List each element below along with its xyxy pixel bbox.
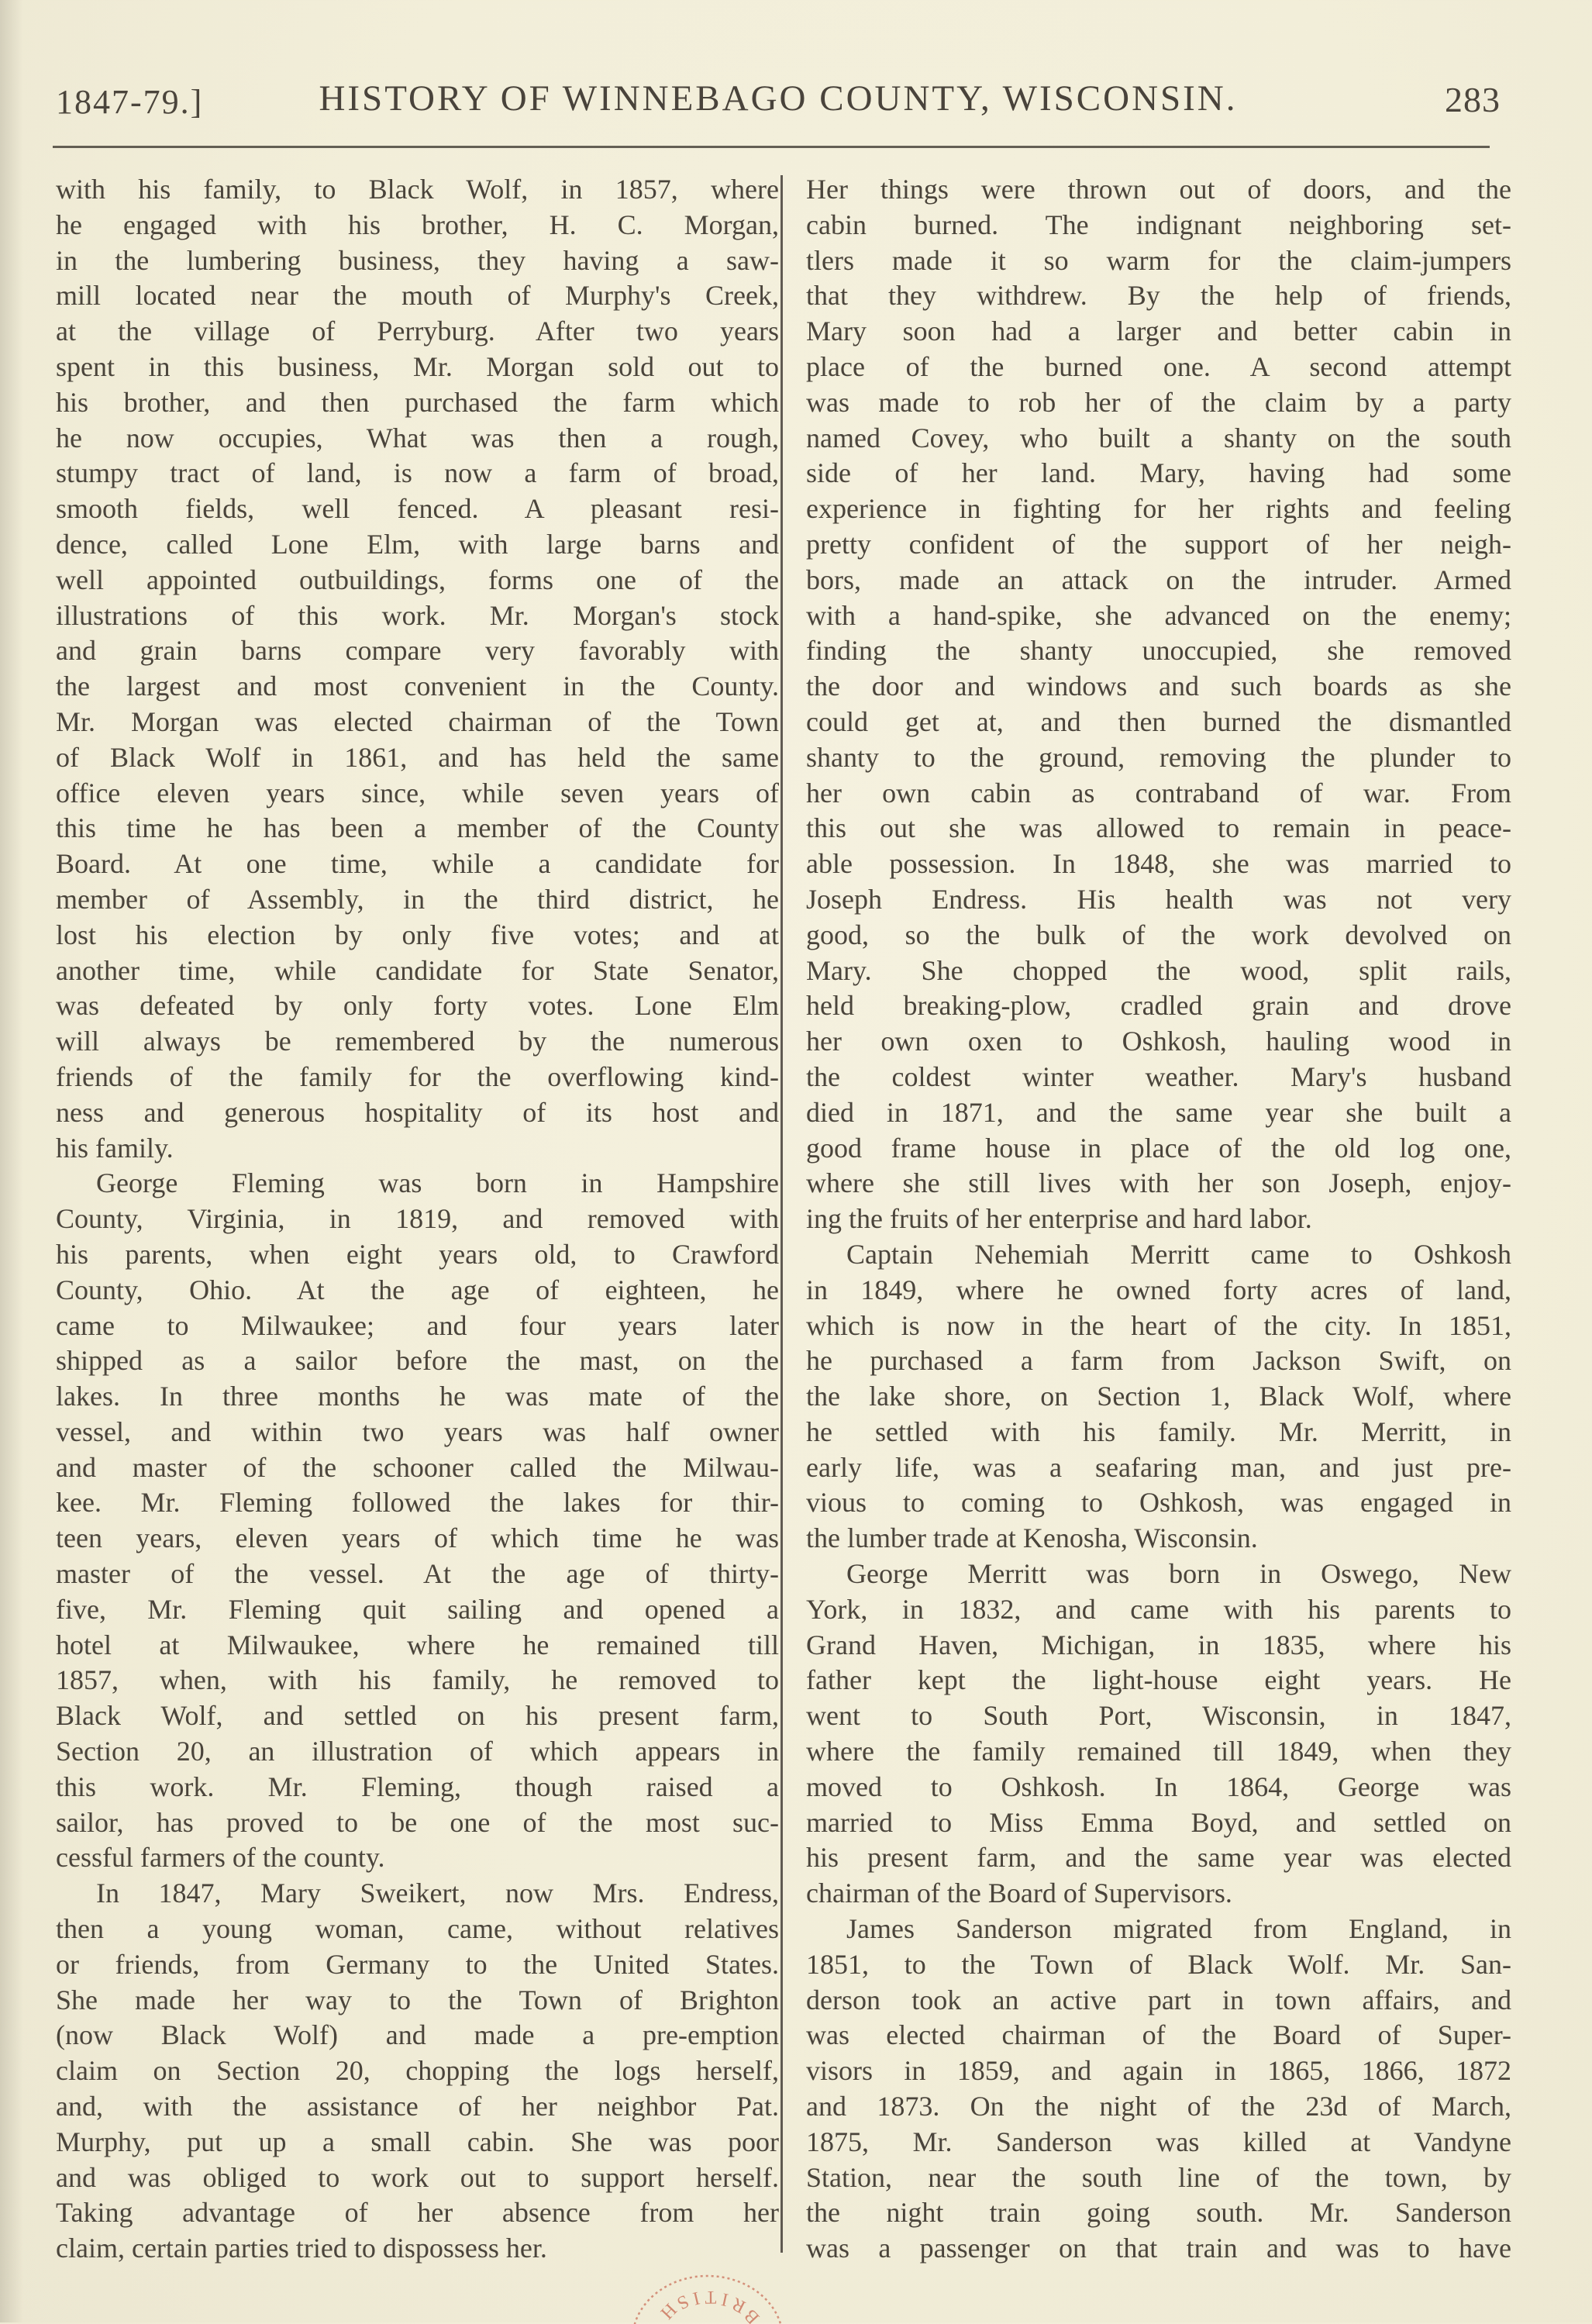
header-rule (53, 146, 1490, 148)
text-line: was defeated by only forty votes. Lone Elm (56, 990, 779, 1022)
text-line: Section 20, an illustration of which appears in (56, 1736, 779, 1767)
text-line: able possession. In 1848, she was married to (806, 848, 1511, 880)
running-header (56, 76, 1501, 122)
text-line: spent in this business, Mr. Morgan sold out to (56, 350, 779, 382)
text-line: vessel, and within two years was half owner (56, 1415, 779, 1447)
text-line: visors in 1859, and again in 1865, 1866, 1872 (806, 2055, 1511, 2087)
text-line: George Fleming was born in Hampshire (96, 1167, 779, 1199)
text-line: held breaking-plow, cradled grain and drove (806, 990, 1511, 1022)
text-line: this time he has been a member of the County (56, 812, 779, 844)
text-line: stumpy tract of land, is now a farm of broad, (56, 457, 779, 489)
text-line: 1875, Mr. Sanderson was killed at Vandyne (806, 2126, 1511, 2157)
text-line: where she still lives with her son Joseph, enjoy- (806, 1167, 1511, 1199)
text-line: early life, was a seafaring man, and just pre- (806, 1451, 1511, 1483)
text-line: County, Ohio. At the age of eighteen, he (56, 1274, 779, 1305)
text-line: sailor, has proved to be one of the most suc- (56, 1806, 779, 1838)
library-stamp-text: BRITISH (651, 2286, 764, 2324)
text-line: shipped as a sailor before the mast, on the (56, 1345, 779, 1377)
text-line: shanty to the ground, removing the plunder to (806, 741, 1511, 773)
text-line: at the village of Perryburg. After two years (56, 315, 779, 347)
text-line: She made her way to the Town of Brighton (56, 1984, 779, 2015)
text-line: cessful farmers of the county. (56, 1842, 385, 1874)
text-line: moved to Oshkosh. In 1864, George was (806, 1771, 1511, 1802)
text-line: five, Mr. Fleming quit sailing and opened a (56, 1593, 779, 1625)
text-line: and, with the assistance of her neighbor Pat. (56, 2091, 779, 2122)
text-line: the door and windows and such boards as she (806, 671, 1511, 702)
text-line: Board. At one time, while a candidate for (56, 848, 779, 880)
text-line: father kept the light-house eight years. He (806, 1664, 1511, 1696)
text-line: Her things were thrown out of doors, and the (806, 174, 1511, 205)
text-line: side of her land. Mary, having had some (806, 457, 1511, 489)
text-line: bors, made an attack on the intruder. Armed (806, 564, 1511, 595)
text-line: or friends, from Germany to the United States. (56, 1948, 779, 1980)
text-line: the night train going south. Mr. Sanderson (806, 2197, 1511, 2229)
text-line: vious to coming to Oshkosh, was engaged in (806, 1487, 1511, 1519)
text-line: with his family, to Black Wolf, in 1857, where (56, 174, 779, 205)
text-line: then a young woman, came, without relatives (56, 1913, 779, 1945)
text-line: teen years, eleven years of which time he was (56, 1522, 779, 1554)
svg-text:BRITISH (652, 2287, 764, 2324)
text-line: hotel at Milwaukee, where he remained till (56, 1629, 779, 1660)
text-line: Murphy, put up a small cabin. She was poor (56, 2126, 779, 2157)
text-line: mill located near the mouth of Murphy's Creek, (56, 280, 779, 312)
text-line: in 1849, where he owned forty acres of land, (806, 1274, 1511, 1305)
text-line: cabin burned. The indignant neighboring set- (806, 209, 1511, 240)
text-line: was made to rob her of the claim by a party (806, 386, 1511, 418)
page-number: 283 (1445, 80, 1501, 119)
text-line: Mr. Morgan was elected chairman of the Town (56, 705, 779, 737)
text-line: County, Virginia, in 1819, and removed with (56, 1203, 779, 1235)
text-line: Black Wolf, and settled on his present farm, (56, 1700, 779, 1732)
text-line: and master of the schooner called the Milwau- (56, 1451, 779, 1483)
text-line: the lumber trade at Kenosha, Wisconsin. (806, 1522, 1258, 1554)
text-line: smooth fields, well fenced. A pleasant resi- (56, 493, 779, 525)
text-line: Joseph Endress. His health was not very (806, 883, 1511, 915)
text-line: illustrations of this work. Mr. Morgan's stock (56, 599, 779, 631)
text-line: (now Black Wolf) and made a pre-emption (56, 2019, 779, 2051)
text-line: member of Assembly, in the third district, he (56, 883, 779, 915)
text-line: George Merritt was born in Oswego, New (846, 1558, 1511, 1590)
text-line: office eleven years since, while seven years of (56, 777, 779, 809)
header-date-range: 1847-79.] (56, 83, 204, 121)
text-line: her own cabin as contraband of war. From (806, 777, 1511, 809)
text-line: ing the fruits of her enterprise and hard labor. (806, 1203, 1312, 1235)
text-line: Mary. She chopped the wood, split rails, (806, 954, 1511, 986)
text-line: his parents, when eight years old, to Crawford (56, 1238, 779, 1270)
text-line: this work. Mr. Fleming, though raised a (56, 1771, 779, 1802)
text-line: his family. (56, 1132, 174, 1164)
text-line: dence, called Lone Elm, with large barns and (56, 528, 779, 560)
text-line: Taking advantage of her absence from her (56, 2197, 779, 2229)
text-line: that they withdrew. By the help of friends, (806, 280, 1511, 312)
text-line: came to Milwaukee; and four years later (56, 1309, 779, 1341)
text-line: In 1847, Mary Sweikert, now Mrs. Endress, (96, 1877, 779, 1909)
text-line: lakes. In three months he was mate of the (56, 1381, 779, 1412)
text-line: Grand Haven, Michigan, in 1835, where his (806, 1629, 1511, 1660)
text-line: he settled with his family. Mr. Merritt, in (806, 1415, 1511, 1447)
text-line: James Sanderson migrated from England, in (846, 1913, 1511, 1945)
text-line: good, so the bulk of the work devolved on (806, 919, 1511, 950)
text-line: place of the burned one. A second attempt (806, 350, 1511, 382)
text-line: experience in fighting for her rights and feeling (806, 493, 1511, 525)
text-line: which is now in the heart of the city. In 1851, (806, 1309, 1511, 1341)
text-line: derson took an active part in town affairs, and (806, 1984, 1511, 2015)
column-divider (780, 175, 783, 2253)
text-line: he now occupies, What was then a rough, (56, 422, 779, 453)
text-line: her own oxen to Oshkosh, hauling wood in (806, 1026, 1511, 1057)
text-line: lost his election by only five votes; and at (56, 919, 779, 950)
page-title: HISTORY OF WINNEBAGO COUNTY, WISCONSIN. (319, 78, 1238, 119)
text-line: went to South Port, Wisconsin, in 1847, (806, 1700, 1511, 1732)
text-column-right (806, 172, 1511, 2267)
text-line: pretty confident of the support of her neigh- (806, 528, 1511, 560)
text-line: where the family remained till 1849, when they (806, 1736, 1511, 1767)
text-line: finding the shanty unoccupied, she removed (806, 635, 1511, 667)
text-line: this out she was allowed to remain in peace- (806, 812, 1511, 844)
text-line: could get at, and then burned the dismantled (806, 705, 1511, 737)
text-line: with a hand-spike, she advanced on the enemy; (806, 599, 1511, 631)
text-line: well appointed outbuildings, forms one of the (56, 564, 779, 595)
text-line: Captain Nehemiah Merritt came to Oshkosh (846, 1238, 1511, 1270)
text-line: his brother, and then purchased the farm which (56, 386, 779, 418)
text-line: married to Miss Emma Boyd, and settled on (806, 1806, 1511, 1838)
text-line: 1851, to the Town of Black Wolf. Mr. San- (806, 1948, 1511, 1980)
text-line: Station, near the south line of the town, by (806, 2161, 1511, 2193)
text-line: and was obliged to work out to support herself. (56, 2161, 779, 2193)
text-line: will always be remembered by the numerous (56, 1026, 779, 1057)
text-line: his present farm, and the same year was elected (806, 1842, 1511, 1874)
text-line: he engaged with his brother, H. C. Morgan, (56, 209, 779, 240)
text-line: 1857, when, with his family, he removed to (56, 1664, 779, 1696)
text-line: named Covey, who built a shanty on the south (806, 422, 1511, 453)
text-line: master of the vessel. At the age of thirty- (56, 1558, 779, 1590)
text-column-left (56, 172, 779, 2267)
text-line: the largest and most convenient in the County. (56, 671, 779, 702)
text-line: chairman of the Board of Supervisors. (806, 1877, 1232, 1909)
text-line: and 1873. On the night of the 23d of March, (806, 2091, 1511, 2122)
text-line: York, in 1832, and came with his parents to (806, 1593, 1511, 1625)
text-line: he purchased a farm from Jackson Swift, on (806, 1345, 1511, 1377)
text-line: ness and generous hospitality of its host and (56, 1096, 779, 1128)
text-line: tlers made it so warm for the claim-jumpers (806, 244, 1511, 276)
text-line: was elected chairman of the Board of Super- (806, 2019, 1511, 2051)
text-line: claim, certain parties tried to dispossess her. (56, 2233, 547, 2264)
text-line: of Black Wolf in 1861, and has held the same (56, 741, 779, 773)
library-stamp (626, 2262, 789, 2324)
text-line: another time, while candidate for State Senator, (56, 954, 779, 986)
text-line: died in 1871, and the same year she built a (806, 1096, 1511, 1128)
text-line: was a passenger on that train and was to have (806, 2233, 1511, 2264)
text-line: in the lumbering business, they having a saw- (56, 244, 779, 276)
text-line: friends of the family for the overflowing kind- (56, 1060, 779, 1092)
text-line: the coldest winter weather. Mary's husband (806, 1060, 1511, 1092)
text-line: good frame house in place of the old log one, (806, 1132, 1511, 1164)
text-line: the lake shore, on Section 1, Black Wolf, where (806, 1381, 1511, 1412)
text-line: kee. Mr. Fleming followed the lakes for thir- (56, 1487, 779, 1519)
text-line: claim on Section 20, chopping the logs herself, (56, 2055, 779, 2087)
text-line: Mary soon had a larger and better cabin in (806, 315, 1511, 347)
text-line: and grain barns compare very favorably with (56, 635, 779, 667)
